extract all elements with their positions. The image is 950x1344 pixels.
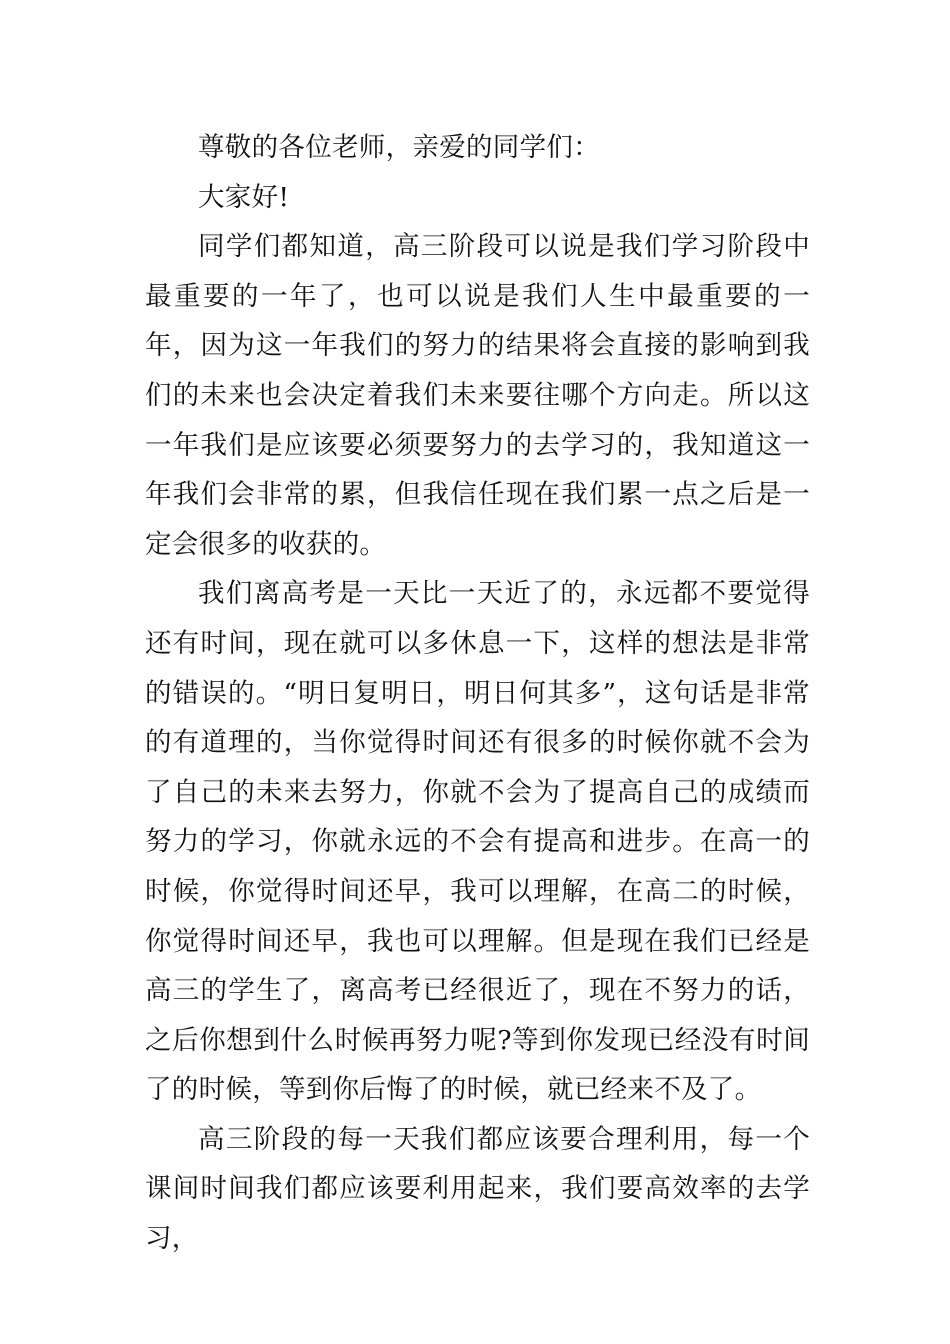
body-paragraph: 我们离高考是一天比一天近了的，永远都不要觉得还有时间，现在就可以多休息一下，这样的想法是非常的错误的。“明日复明日，明日何其多”，这句话是非常的有道理的，当你觉得时间还有很多的时候你就不会为了自己的未来去努力，你就不会为了提高自己的成绩而努力的学习，你就永远的不会有提高和进步。在高一的时候，你觉得时间还早，我可以理解，在高二的时候，你觉得时间还早，我也可以理解。但是现在我们已经是高三的学生了，离高考已经很近了，现在不努力的话，之后你想到什么时候再努力呢?等到你发现已经没有时间了的时候，等到你后悔了的时候，就已经来不及了。 bbox=[145, 578, 810, 1106]
salutation: 尊敬的各位老师，亲爱的同学们： bbox=[198, 132, 600, 163]
body-paragraph: 高三阶段的每一天我们都应该要合理利用，每一个课间时间我们都应该要利用起来，我们要高效率的去学习， bbox=[145, 1123, 810, 1255]
body-paragraph: 同学们都知道，高三阶段可以说是我们学习阶段中最重要的一年了，也可以说是我们人生中最重要的一年，因为这一年我们的努力的结果将会直接的影响到我们的未来也会决定着我们未来要往哪个方向走。所以这一年我们是应该要必须要努力的去学习的，我知道这一年我们会非常的累，但我信任现在我们累一点之后是一定会很多的收获的。 bbox=[145, 231, 810, 560]
document-body bbox=[145, 123, 810, 1264]
greeting: 大家好! bbox=[198, 181, 290, 213]
